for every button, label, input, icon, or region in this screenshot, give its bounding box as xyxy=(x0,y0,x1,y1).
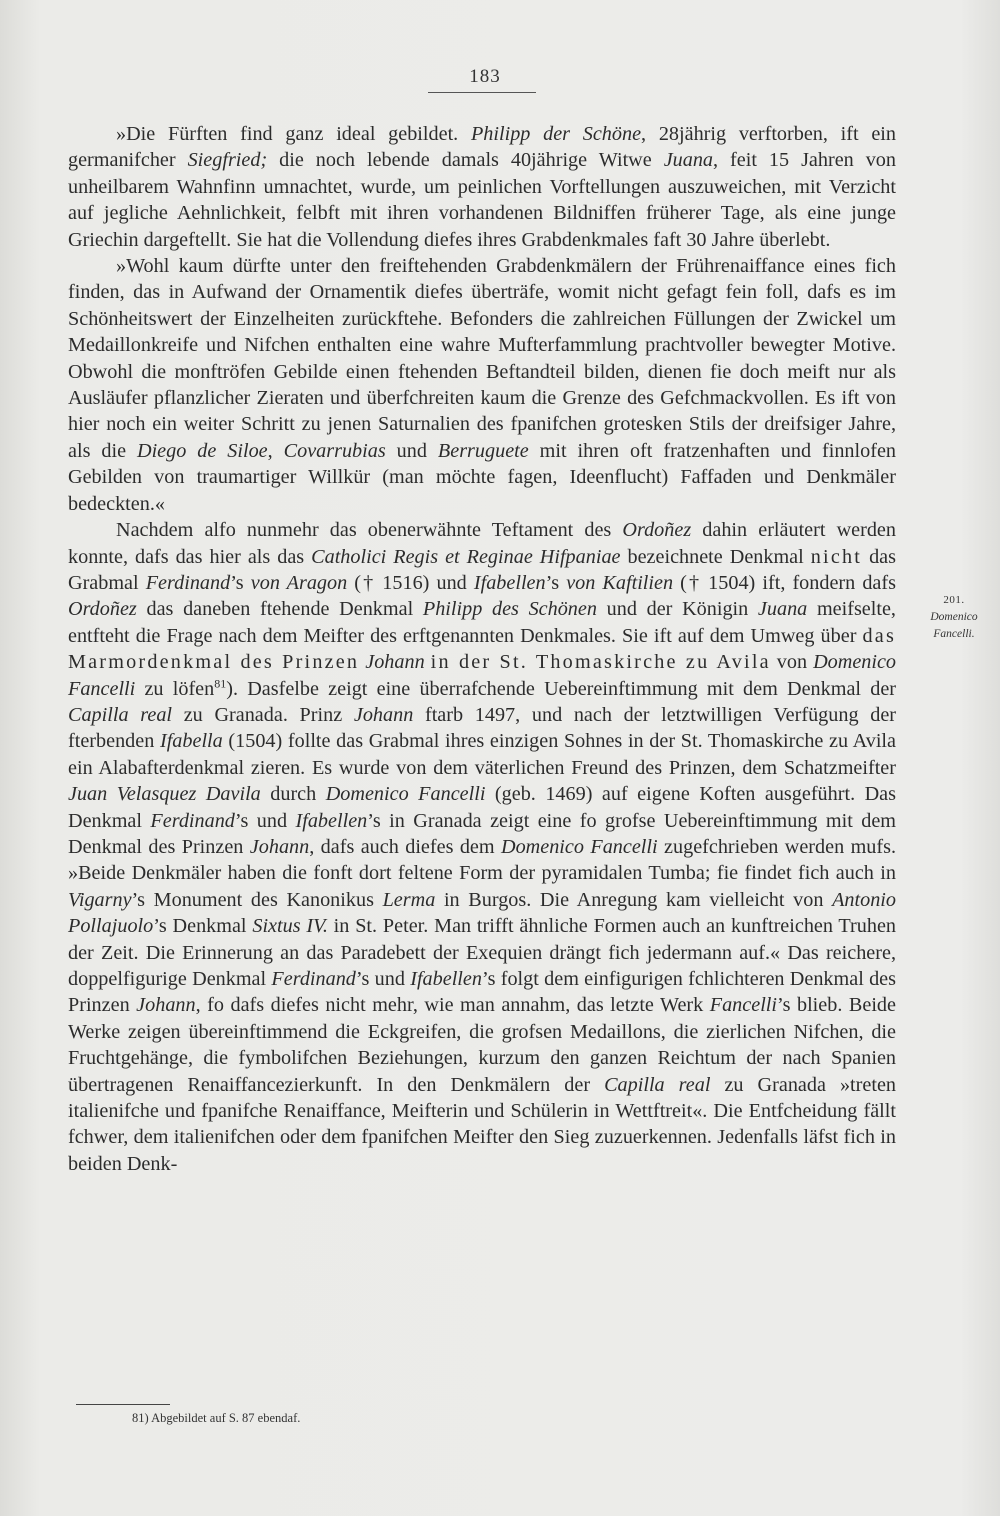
text-run: und der Königin xyxy=(596,598,758,621)
text-run: ’s folgt dem einfigurigen fchlichteren Denkmal des Prinzen xyxy=(68,968,896,1017)
footnote-rule xyxy=(76,1404,170,1405)
text-run: zu Granada. Prinz xyxy=(172,703,354,726)
text-run: († 1504) ift, fondern dafs xyxy=(673,571,896,594)
text-run: ’s und xyxy=(234,809,296,832)
text-run: , xyxy=(267,439,284,462)
text-run: »Die Fürften find ganz ideal gebildet. xyxy=(116,123,471,145)
italic-name: Lerma xyxy=(382,888,436,911)
italic-name: Ordoñez xyxy=(68,598,137,621)
paragraph xyxy=(68,517,896,1177)
text-run: durch xyxy=(260,783,326,806)
italic-name: Philipp der Schöne xyxy=(470,123,642,145)
margin-note-number: 201. xyxy=(943,594,965,606)
text-run: in der St. Thomaskirche zu Avila xyxy=(430,651,771,674)
text-run: ’s und xyxy=(355,968,411,990)
text-run: zugefchrieben werden mufs. »Beide Denkmäler haben die fonft dort feltene Form der pyramidalen Tumba; fie findet fich auch in xyxy=(68,835,897,885)
page-number: 183 xyxy=(469,66,501,87)
italic-name: Diego de Siloe xyxy=(136,439,268,462)
text-run: zu löfen xyxy=(135,677,215,700)
italic-name: Domenico Fancelli xyxy=(325,783,486,806)
italic-name: Juana xyxy=(757,598,808,621)
text-run: ’s Monument des Kanonikus xyxy=(131,888,383,911)
italic-name: Juana xyxy=(663,149,714,172)
margin-note-line2: Fancelli. xyxy=(933,628,975,640)
paragraph xyxy=(68,253,896,517)
margin-note-line1: Domenico xyxy=(930,611,978,623)
text-run: das Grabmal xyxy=(68,545,896,594)
text-run: in St. Peter. Man trifft ähnliche Formen auch an kunftreichen Truhen der Zeit. Die Erinnerung an das Paradebett der Exequien drängt fich jedermann auf.« Das reichere, doppelfigurige Denkmal xyxy=(68,915,897,990)
text-run: , 28jährig verftorben, ift ein germanifcher xyxy=(68,123,896,172)
text-run: († 1516) und xyxy=(347,571,474,594)
italic-name: Johann xyxy=(136,994,196,1017)
italic-name: Philipp des Schönen xyxy=(422,598,597,621)
italic-name: Fancelli xyxy=(709,994,778,1017)
italic-name: Berruguete xyxy=(437,439,529,462)
italic-name: Ferdinand xyxy=(145,571,231,594)
italic-name: Capilla real xyxy=(604,1073,711,1096)
paragraph xyxy=(68,121,896,253)
text-run: Nachdem alfo nunmehr das obenerwähnte Teftament des xyxy=(116,519,623,542)
italic-name: Siegfried; xyxy=(187,149,268,172)
text-run: ). Dasfelbe zeigt eine überrafchende Uebereinftimmung mit dem Denkmal der xyxy=(226,677,896,700)
text-run: meifselte, entfteht die Frage nach dem Meifter des erftgenannten Denkmales. Sie ift auf dem Umweg über xyxy=(68,598,896,647)
italic-name: Ferdinand xyxy=(150,809,235,832)
italic-name: Ifabellen xyxy=(473,571,546,594)
italic-name: Ifabellen xyxy=(295,809,368,832)
text-run: ’s xyxy=(230,571,251,594)
italic-name: Ifabellen xyxy=(410,968,482,990)
italic-name: Ferdinand xyxy=(271,968,356,990)
footnote: 81) Abgebildet auf S. 87 ebendaf. xyxy=(132,1411,301,1425)
text-run: in Burgos. Die Anregung kam vielleicht von xyxy=(435,888,833,911)
text-run: (1504) follte das Grabmal ihres einzigen Sohnes in der St. Thomaskirche zu Avila ein Alabafterdenkmal zieren. Es wurde von dem väterlichen Freund des Prinzen, dem Schatzmeifter xyxy=(68,730,896,779)
text-run: bezeichnete Denkmal xyxy=(620,545,811,568)
italic-name: Domenico Fancelli xyxy=(501,835,658,858)
italic-name: Domenico Fancelli xyxy=(68,651,897,700)
text-run: das daneben ftehende Denkmal xyxy=(136,598,423,621)
page-number-rule xyxy=(428,92,536,93)
footnote-ref: 81 xyxy=(214,675,227,690)
italic-name: Johann xyxy=(353,703,414,726)
italic-name: Johann xyxy=(365,651,425,674)
italic-name: Johann xyxy=(249,835,310,858)
text-run: »Wohl kaum dürfte unter den freiftehenden Grabdenkmälern der Frührenaiffance eines fich finden, das in Aufwand der Ornamentik diefes überträfe, womit nicht gefagt fein foll, dafs es im Schönheitswert der Einzelheiten zurückftehe. Befonders die zahlreichen Füllungen der Zwickel um Medaillonkreife und Nifchen enthalten eine wahre Mufterfammlung prachtvoller bewegter Motive. Obwohl die monftröfen Gebilde einen ftehenden Beftandteil bilden, dienen fie doch meift nur als Ausläufer pflanzlicher Zieraten und überfchreiten kaum die Grenze des Gefchmackvollen. Es ift von hier noch ein weiter Schritt zu jenen Saturnalien des fpanifchen grotesken Stils der dreifsiger Jahre, als die xyxy=(68,255,896,462)
italic-name: von Aragon xyxy=(250,571,348,594)
italic-name: Sixtus IV. xyxy=(252,915,328,938)
text-run: ’s xyxy=(545,571,567,594)
italic-name: Covarrubias xyxy=(283,439,386,462)
text-run: das Marmordenkmal des Prinzen xyxy=(68,624,896,674)
text-run: , feit 15 Jahren von unheilbarem Wahnfinn umnachtet, wurde, um peinlichen Vorftellungen auszuweichen, mit Verzicht auf jegliche Aehnlichkeit, felbft mit ihren vorhandenen Bildniffen früherer Tage, als eine junge Griechin dargeftellt. Sie hat die Vollendung diefes ihres Grabdenkmales faft 30 Jahre überlebt. xyxy=(68,149,896,251)
text-run: mit ihren oft fratzenhaften und finnlofen Gebilden von traumartiger Willkür (man möchte fagen, Ideenflucht) Faffaden und Denkmäler bedeckten.« xyxy=(68,439,896,515)
text-run: von xyxy=(770,651,814,674)
text-run: ’s in Granada zeigt eine fo grofse Uebereinftimmung mit dem Denkmal des Prinzen xyxy=(68,809,896,858)
text-run: , fo dafs diefes nicht mehr, wie man annahm, das letzte Werk xyxy=(195,994,710,1017)
body-text xyxy=(68,121,896,1177)
italic-name: Ifabella xyxy=(159,730,223,753)
italic-name: Capilla real xyxy=(68,703,173,726)
italic-name: Catholici Regis et Reginae Hifpaniae xyxy=(311,545,621,568)
italic-name: Vigarny xyxy=(68,888,132,911)
text-run: zu Granada »treten italienifche und fpanifche Renaiffance, Meifterin und Schülerin in Wettftreit«. Die Entfcheidung fällt fchwer, dem italienifchen oder dem fpanifchen Meifter den Sieg zuzuerkennen. Jedenfalls läfst fich in beiden Denk- xyxy=(68,1073,896,1175)
text-run: , dafs auch diefes dem xyxy=(309,835,501,858)
text-run: ’s Denkmal xyxy=(153,915,253,938)
italic-name: Ordoñez xyxy=(622,519,692,542)
text-run: (geb. 1469) auf eigene Koften ausgeführt. Das Denkmal xyxy=(68,783,896,832)
italic-name: von Kaftilien xyxy=(566,571,674,594)
text-run: die noch lebende damals 40jährige Witwe xyxy=(267,149,664,172)
text-run: nicht xyxy=(810,545,863,568)
italic-name: Juan Velasquez Davila xyxy=(68,783,261,806)
italic-name: Antonio Pollajuolo xyxy=(68,888,897,938)
text-run: ’s blieb. Beide Werke zeigen übereinftimmend die Eckgreifen, die grofsen Medaillons, die zierlichen Nifchen, die Fruchtgehänge, die fymbolifchen Beziehungen, kurzum den ganzen Reichtum der nach Spanien übertragenen Renaiffancezierkunft. In den Denkmälern der xyxy=(68,994,896,1096)
text-run: dahin erläutert werden konnte, dafs das hier als das xyxy=(68,519,896,568)
text-run: ftarb 1497, und nach der letztwilligen Verfügung der fterbenden xyxy=(68,703,896,753)
margin-note xyxy=(912,592,996,643)
text-run: und xyxy=(385,439,438,462)
